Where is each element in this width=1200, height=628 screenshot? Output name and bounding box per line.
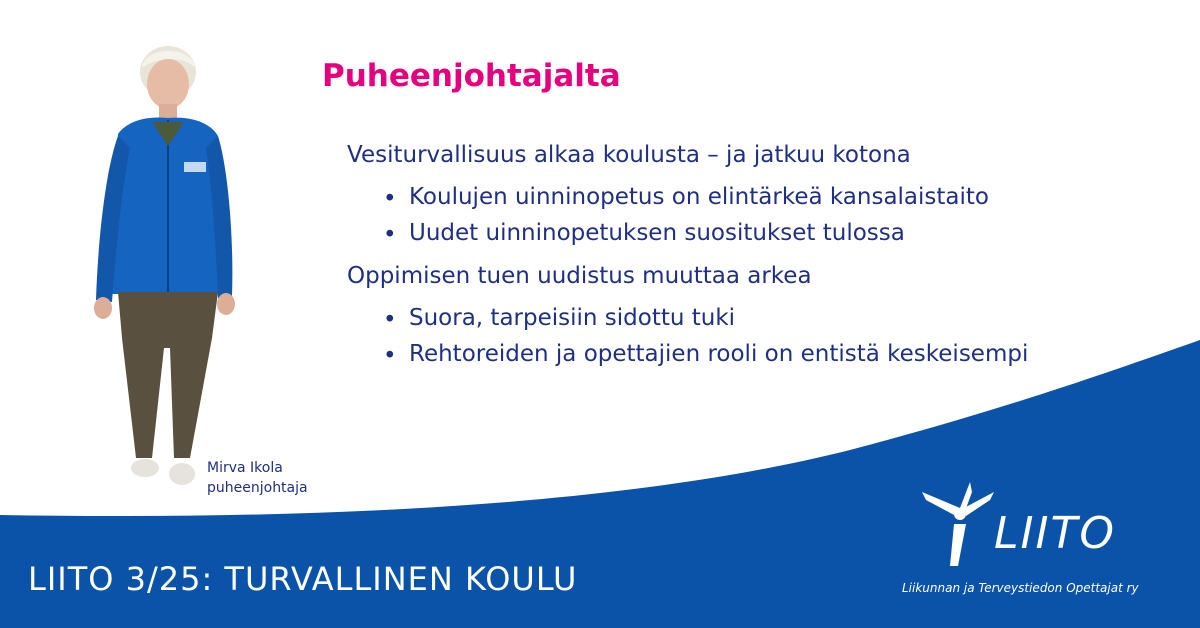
bullet-list-learning-support — [347, 301, 1077, 371]
list-item — [383, 337, 1077, 371]
photo-caption — [207, 458, 308, 498]
footer-title: LIITO 3/25: TURVALLINEN KOULU — [28, 560, 578, 598]
list-item — [383, 216, 1077, 250]
section-title-water-safety: Vesiturvallisuus alkaa koulusta – ja jatkuu kotona — [347, 142, 911, 168]
bullet-text: • Koulujen uinninopetus on elintärkeä kansalaistaito — [409, 184, 989, 210]
list-item — [383, 301, 1077, 335]
section-title-learning-support: Oppimisen tuen uudistus muuttaa arkea — [347, 263, 812, 289]
logo-tagline: Liikunnan ja Terveystiedon Opettajat ry — [902, 581, 1139, 595]
page-title: Puheenjohtajalta — [322, 58, 621, 94]
logo-text: LIITO — [994, 508, 1116, 559]
person-photo — [72, 38, 252, 500]
caption-name: Mirva Ikola — [207, 460, 283, 476]
caption-role: puheenjohtaja — [207, 480, 308, 496]
content-area — [347, 135, 1077, 377]
list-item — [383, 180, 1077, 214]
bullet-text: • Uudet uinninopetuksen suositukset tulossa — [409, 220, 905, 246]
bullet-text: • Suora, tarpeisiin sidottu tuki — [409, 305, 736, 331]
bullet-list-water-safety — [347, 180, 1077, 250]
bullet-text: • Rehtoreiden ja opettajien rooli on entistä keskeisempi — [409, 341, 1029, 367]
